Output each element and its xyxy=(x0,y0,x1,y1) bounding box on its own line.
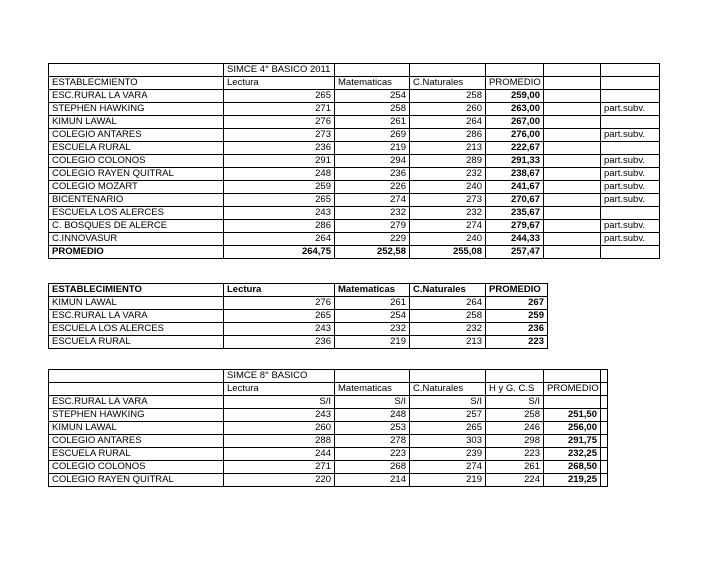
value-cell: 243 xyxy=(224,409,335,422)
value-cell: 265 xyxy=(410,422,486,435)
value-cell: 232 xyxy=(410,323,486,336)
value-cell xyxy=(601,396,608,409)
empty-cell xyxy=(601,370,608,383)
row-label-cell: ESCUELA LOS ALERCES xyxy=(49,323,224,336)
value-cell xyxy=(544,77,601,90)
value-cell: 298 xyxy=(486,435,544,448)
value-cell: part.subv. xyxy=(601,129,660,142)
empty-cell xyxy=(49,64,224,77)
value-cell: 244 xyxy=(224,448,335,461)
value-cell: 265 xyxy=(224,194,335,207)
value-cell: 258 xyxy=(486,409,544,422)
value-cell: 291 xyxy=(224,155,335,168)
value-cell: 273 xyxy=(224,129,335,142)
table-row xyxy=(49,155,660,168)
table-row xyxy=(49,181,660,194)
value-cell: 258 xyxy=(335,103,410,116)
value-cell: 268 xyxy=(335,461,410,474)
value-cell: 259,00 xyxy=(486,90,544,103)
value-cell: 222,67 xyxy=(486,142,544,155)
row-label-cell: ESC.RURAL LA VARA xyxy=(49,396,224,409)
empty-cell xyxy=(601,64,660,77)
empty-cell xyxy=(486,370,544,383)
header-row xyxy=(49,284,548,297)
value-cell: 240 xyxy=(410,233,486,246)
value-cell: Matematicas xyxy=(335,383,410,396)
value-cell: part.subv. xyxy=(601,233,660,246)
value-cell: 223 xyxy=(486,448,544,461)
row-label-cell: KIMUN LAWAL xyxy=(49,297,224,310)
value-cell: 248 xyxy=(224,168,335,181)
value-cell: C.Naturales xyxy=(410,383,486,396)
value-cell: 260 xyxy=(224,422,335,435)
value-cell: 236 xyxy=(224,142,335,155)
table-row xyxy=(49,474,608,487)
value-cell: PROMEDIO xyxy=(486,284,548,297)
value-cell: 264 xyxy=(410,297,486,310)
value-cell: part.subv. xyxy=(601,168,660,181)
value-cell: 246 xyxy=(486,422,544,435)
value-cell xyxy=(544,181,601,194)
value-cell: 271 xyxy=(224,461,335,474)
empty-cell xyxy=(410,64,486,77)
value-cell: 244,33 xyxy=(486,233,544,246)
row-label-cell: ESCUELA LOS ALERCES xyxy=(49,207,224,220)
title-row xyxy=(49,64,660,77)
table-row xyxy=(49,168,660,181)
table-row xyxy=(49,409,608,422)
value-cell: 220 xyxy=(224,474,335,487)
value-cell: 243 xyxy=(224,323,335,336)
row-label-cell: COLEGIO COLONOS xyxy=(49,461,224,474)
value-cell: 265 xyxy=(224,90,335,103)
row-label-cell: STEPHEN HAWKING xyxy=(49,103,224,116)
value-cell: 267,00 xyxy=(486,116,544,129)
value-cell xyxy=(544,396,601,409)
table-row xyxy=(49,422,608,435)
value-cell: part.subv. xyxy=(601,103,660,116)
value-cell: 213 xyxy=(410,336,486,349)
value-cell: 219,25 xyxy=(544,474,601,487)
value-cell: 286 xyxy=(224,220,335,233)
table-row xyxy=(49,142,660,155)
row-label-cell: STEPHEN HAWKING xyxy=(49,409,224,422)
value-cell: Lectura xyxy=(224,284,335,297)
row-label-cell: C. BOSQUES DE ALERCE xyxy=(49,220,224,233)
table-row xyxy=(49,396,608,409)
value-cell: 223 xyxy=(335,448,410,461)
value-cell: 258 xyxy=(410,90,486,103)
footer-row xyxy=(49,246,660,259)
value-cell: 289 xyxy=(410,155,486,168)
value-cell xyxy=(544,168,601,181)
value-cell: 276,00 xyxy=(486,129,544,142)
row-label-cell: ESCUELA RURAL xyxy=(49,448,224,461)
value-cell xyxy=(544,155,601,168)
table-title: SIMCE 4° BASICO 2011 xyxy=(224,64,335,77)
value-cell: 226 xyxy=(335,181,410,194)
value-cell xyxy=(601,90,660,103)
value-cell: 223 xyxy=(486,336,548,349)
value-cell: 241,67 xyxy=(486,181,544,194)
value-cell: 254 xyxy=(335,90,410,103)
value-cell: 273 xyxy=(410,194,486,207)
table-row xyxy=(49,461,608,474)
value-cell: 265 xyxy=(224,310,335,323)
value-cell: Lectura xyxy=(224,77,335,90)
table-row xyxy=(49,297,548,310)
value-cell: 267 xyxy=(486,297,548,310)
empty-cell xyxy=(544,370,601,383)
value-cell: 248 xyxy=(335,409,410,422)
value-cell xyxy=(544,116,601,129)
value-cell: 240 xyxy=(410,181,486,194)
table-row xyxy=(49,220,660,233)
value-cell: 274 xyxy=(410,461,486,474)
value-cell xyxy=(601,207,660,220)
value-cell: 214 xyxy=(335,474,410,487)
value-cell xyxy=(601,142,660,155)
value-cell: 219 xyxy=(335,336,410,349)
value-cell: 261 xyxy=(335,116,410,129)
value-cell xyxy=(544,129,601,142)
value-cell: 291,75 xyxy=(544,435,601,448)
promedio-ranking-table xyxy=(48,283,548,349)
row-label-cell: C.INNOVASUR xyxy=(49,233,224,246)
value-cell: 232,25 xyxy=(544,448,601,461)
value-cell: 254 xyxy=(335,310,410,323)
value-cell: 219 xyxy=(335,142,410,155)
value-cell: H y G. C.S xyxy=(486,383,544,396)
value-cell: 252,58 xyxy=(335,246,410,259)
row-label-cell: COLEGIO ANTARES xyxy=(49,435,224,448)
value-cell: 261 xyxy=(335,297,410,310)
value-cell: 274 xyxy=(410,220,486,233)
value-cell: 263,00 xyxy=(486,103,544,116)
value-cell: C.Naturales xyxy=(410,77,486,90)
value-cell: part.subv. xyxy=(601,155,660,168)
value-cell: S/I xyxy=(224,396,335,409)
row-label-cell: COLEGIO ANTARES xyxy=(49,129,224,142)
value-cell: 235,67 xyxy=(486,207,544,220)
value-cell xyxy=(601,448,608,461)
table-row xyxy=(49,448,608,461)
value-cell: 238,67 xyxy=(486,168,544,181)
empty-cell xyxy=(410,370,486,383)
value-cell: S/I xyxy=(335,396,410,409)
value-cell: 232 xyxy=(335,323,410,336)
row-label-cell: COLEGIO RAYEN QUITRAL xyxy=(49,474,224,487)
row-label-cell: KIMUN LAWAL xyxy=(49,116,224,129)
value-cell: 236 xyxy=(486,323,548,336)
table-row xyxy=(49,116,660,129)
value-cell: 213 xyxy=(410,142,486,155)
value-cell: 261 xyxy=(486,461,544,474)
value-cell xyxy=(544,207,601,220)
value-cell: 291,33 xyxy=(486,155,544,168)
value-cell: 269 xyxy=(335,129,410,142)
value-cell: 232 xyxy=(410,207,486,220)
value-cell: 286 xyxy=(410,129,486,142)
row-label-cell: COLEGIO MOZART xyxy=(49,181,224,194)
value-cell: 229 xyxy=(335,233,410,246)
value-cell xyxy=(544,103,601,116)
table-row xyxy=(49,194,660,207)
table-row xyxy=(49,336,548,349)
row-label-cell xyxy=(49,383,224,396)
empty-cell xyxy=(486,64,544,77)
row-label-cell: ESTABLECIMIENTO xyxy=(49,284,224,297)
value-cell xyxy=(544,220,601,233)
value-cell: 243 xyxy=(224,207,335,220)
value-cell xyxy=(601,409,608,422)
table-row xyxy=(49,90,660,103)
title-row xyxy=(49,370,608,383)
value-cell xyxy=(601,77,660,90)
value-cell xyxy=(601,422,608,435)
value-cell: 264,75 xyxy=(224,246,335,259)
row-label-cell: COLEGIO RAYEN QUITRAL xyxy=(49,168,224,181)
value-cell: 276 xyxy=(224,116,335,129)
value-cell: 239 xyxy=(410,448,486,461)
value-cell: 260 xyxy=(410,103,486,116)
table-row xyxy=(49,323,548,336)
value-cell xyxy=(601,461,608,474)
value-cell xyxy=(601,116,660,129)
empty-cell xyxy=(49,370,224,383)
row-label-cell: ESC.RURAL LA VARA xyxy=(49,310,224,323)
value-cell: 279 xyxy=(335,220,410,233)
value-cell: Matematicas xyxy=(335,77,410,90)
table-title: SIMCE 8° BASICO xyxy=(224,370,335,383)
value-cell: 259 xyxy=(486,310,548,323)
table-row xyxy=(49,207,660,220)
value-cell: Lectura xyxy=(224,383,335,396)
value-cell: PROMEDIO xyxy=(544,383,601,396)
value-cell: 268,50 xyxy=(544,461,601,474)
empty-cell xyxy=(335,370,410,383)
value-cell xyxy=(544,90,601,103)
value-cell: 256,00 xyxy=(544,422,601,435)
empty-cell xyxy=(544,64,601,77)
value-cell: 264 xyxy=(410,116,486,129)
value-cell: C.Naturales xyxy=(410,284,486,297)
value-cell xyxy=(601,383,608,396)
value-cell: Matematicas xyxy=(335,284,410,297)
value-cell: 236 xyxy=(224,336,335,349)
table-row xyxy=(49,435,608,448)
value-cell: 264 xyxy=(224,233,335,246)
value-cell: 270,67 xyxy=(486,194,544,207)
value-cell: S/I xyxy=(486,396,544,409)
value-cell: 219 xyxy=(410,474,486,487)
row-label-cell: COLEGIO COLONOS xyxy=(49,155,224,168)
value-cell: 258 xyxy=(410,310,486,323)
value-cell xyxy=(544,246,601,259)
table-row xyxy=(49,129,660,142)
value-cell: PROMEDIO xyxy=(486,77,544,90)
value-cell: 232 xyxy=(335,207,410,220)
value-cell: 232 xyxy=(410,168,486,181)
value-cell xyxy=(601,246,660,259)
value-cell: 257 xyxy=(410,409,486,422)
value-cell: 276 xyxy=(224,297,335,310)
row-label-cell: BICENTENARIO xyxy=(49,194,224,207)
value-cell: 259 xyxy=(224,181,335,194)
row-label-cell: KIMUN LAWAL xyxy=(49,422,224,435)
value-cell: 236 xyxy=(335,168,410,181)
value-cell: part.subv. xyxy=(601,220,660,233)
value-cell: 288 xyxy=(224,435,335,448)
value-cell: part.subv. xyxy=(601,181,660,194)
value-cell xyxy=(544,233,601,246)
value-cell: 257,47 xyxy=(486,246,544,259)
value-cell: 255,08 xyxy=(410,246,486,259)
value-cell: 251,50 xyxy=(544,409,601,422)
table-row xyxy=(49,233,660,246)
header-row xyxy=(49,77,660,90)
value-cell xyxy=(601,435,608,448)
value-cell: part.subv. xyxy=(601,194,660,207)
value-cell: 224 xyxy=(486,474,544,487)
value-cell: S/I xyxy=(410,396,486,409)
row-label-cell: ESCUELA RURAL xyxy=(49,142,224,155)
row-label-cell: ESCUELA RURAL xyxy=(49,336,224,349)
header-row xyxy=(49,383,608,396)
value-cell: 271 xyxy=(224,103,335,116)
value-cell xyxy=(601,474,608,487)
value-cell xyxy=(544,142,601,155)
value-cell: 274 xyxy=(335,194,410,207)
table-row xyxy=(49,103,660,116)
table-row xyxy=(49,310,548,323)
simce-8-basico-table xyxy=(48,369,608,487)
value-cell xyxy=(544,194,601,207)
value-cell: 303 xyxy=(410,435,486,448)
empty-cell xyxy=(335,64,410,77)
value-cell: 294 xyxy=(335,155,410,168)
row-label-cell: PROMEDIO xyxy=(49,246,224,259)
value-cell: 253 xyxy=(335,422,410,435)
simce-4-basico-table xyxy=(48,63,660,259)
row-label-cell: ESTABLECMIENTO xyxy=(49,77,224,90)
value-cell: 279,67 xyxy=(486,220,544,233)
row-label-cell: ESC.RURAL LA VARA xyxy=(49,90,224,103)
value-cell: 278 xyxy=(335,435,410,448)
